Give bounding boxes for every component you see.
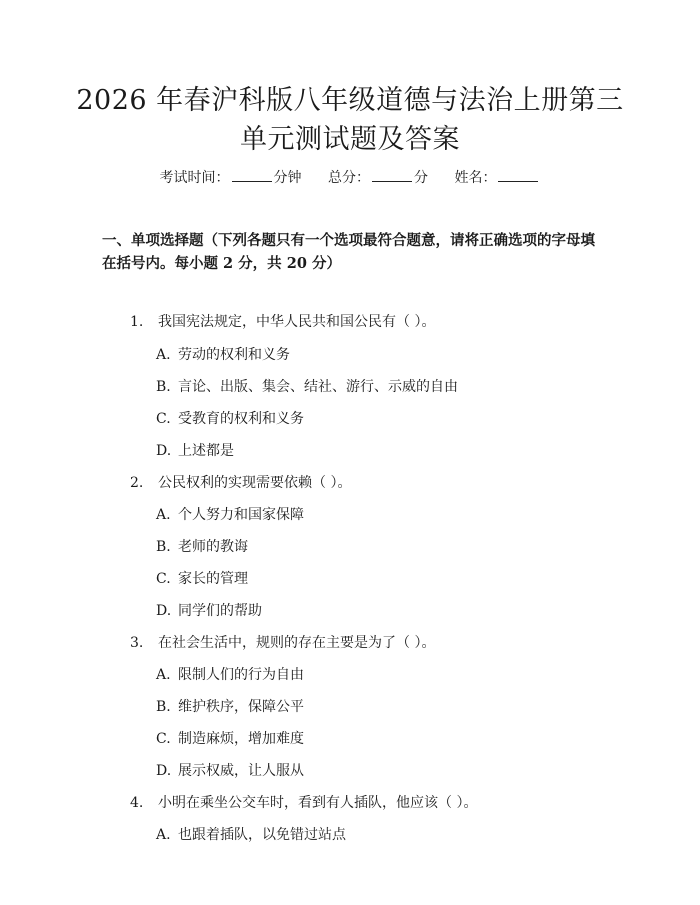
question-text: 在社会生活中，规则的存在主要是为了（ ）。 bbox=[158, 635, 436, 651]
option-letter: B. bbox=[156, 539, 171, 555]
option bbox=[156, 377, 606, 397]
option-letter: B. bbox=[156, 379, 171, 395]
student-name-label: 姓名： bbox=[454, 170, 497, 186]
option-letter: C. bbox=[156, 731, 171, 747]
page-title-line-1: 2026 年春沪科版八年级道德与法治上册第三 bbox=[76, 85, 624, 116]
option-text: 受教育的权利和义务 bbox=[178, 411, 304, 427]
page-title-line-2: 单元测试题及答案 bbox=[240, 124, 460, 155]
option-text: 言论、出版、集会、结社、游行、示威的自由 bbox=[178, 379, 458, 395]
option bbox=[156, 665, 606, 685]
option-text: 上述都是 bbox=[178, 443, 234, 459]
option bbox=[156, 729, 606, 749]
option bbox=[156, 601, 606, 621]
student-name-blank bbox=[498, 168, 538, 182]
option-letter: A. bbox=[156, 347, 171, 363]
question-number: 2. bbox=[130, 475, 144, 491]
question-number: 4. bbox=[130, 795, 144, 811]
question bbox=[130, 633, 610, 653]
student-name-field bbox=[454, 170, 540, 186]
total-score-label: 总分： bbox=[328, 170, 370, 186]
option bbox=[156, 537, 606, 557]
total-score-unit: 分 bbox=[414, 170, 428, 186]
option-text: 限制人们的行为自由 bbox=[178, 667, 304, 683]
option bbox=[156, 441, 606, 461]
option bbox=[156, 345, 606, 365]
option-text: 展示权威，让人服从 bbox=[178, 763, 304, 779]
question bbox=[130, 793, 610, 813]
exam-info bbox=[0, 168, 700, 188]
question-number: 1. bbox=[130, 314, 144, 330]
question-text: 我国宪法规定，中华人民共和国公民有（ ）。 bbox=[158, 314, 436, 330]
question-text: 小明在乘坐公交车时，看到有人插队，他应该（ ）。 bbox=[158, 795, 478, 811]
option bbox=[156, 569, 606, 589]
option-text: 同学们的帮助 bbox=[178, 603, 262, 619]
option-text: 也跟着插队，以免错过站点 bbox=[178, 827, 346, 843]
option bbox=[156, 409, 606, 429]
option-letter: C. bbox=[156, 411, 171, 427]
option-letter: A. bbox=[156, 827, 171, 843]
option-letter: D. bbox=[156, 603, 172, 619]
exam-time-blank bbox=[232, 168, 272, 182]
question bbox=[130, 312, 610, 332]
option bbox=[156, 697, 606, 717]
option-letter: C. bbox=[156, 571, 171, 587]
option bbox=[156, 505, 606, 525]
option bbox=[156, 825, 606, 845]
option-letter: D. bbox=[156, 443, 172, 459]
option-letter: A. bbox=[156, 507, 171, 523]
question-number: 3. bbox=[130, 635, 144, 651]
exam-time-field bbox=[160, 170, 306, 186]
question-text: 公民权利的实现需要依赖（ ）。 bbox=[158, 475, 352, 491]
option-letter: A. bbox=[156, 667, 171, 683]
option-letter: D. bbox=[156, 763, 172, 779]
option-text: 老师的教诲 bbox=[178, 539, 248, 555]
option-letter: B. bbox=[156, 699, 171, 715]
total-score-blank bbox=[372, 168, 412, 182]
option-text: 维护秩序，保障公平 bbox=[178, 699, 304, 715]
section-title: 一、单项选择题（下列各题只有一个选项最符合题意，请将正确选项的字母填在括号内。每小题 2 分，共 20 分） bbox=[102, 232, 595, 272]
exam-time-label: 考试时间： bbox=[159, 170, 230, 186]
total-score-field bbox=[328, 170, 432, 186]
exam-time-unit: 分钟 bbox=[273, 170, 302, 186]
option-text: 个人努力和国家保障 bbox=[178, 507, 304, 523]
option-text: 制造麻烦，增加难度 bbox=[178, 731, 304, 747]
question bbox=[130, 473, 610, 493]
option-text: 劳动的权利和义务 bbox=[178, 347, 290, 363]
option-text: 家长的管理 bbox=[178, 571, 248, 587]
option bbox=[156, 761, 606, 781]
